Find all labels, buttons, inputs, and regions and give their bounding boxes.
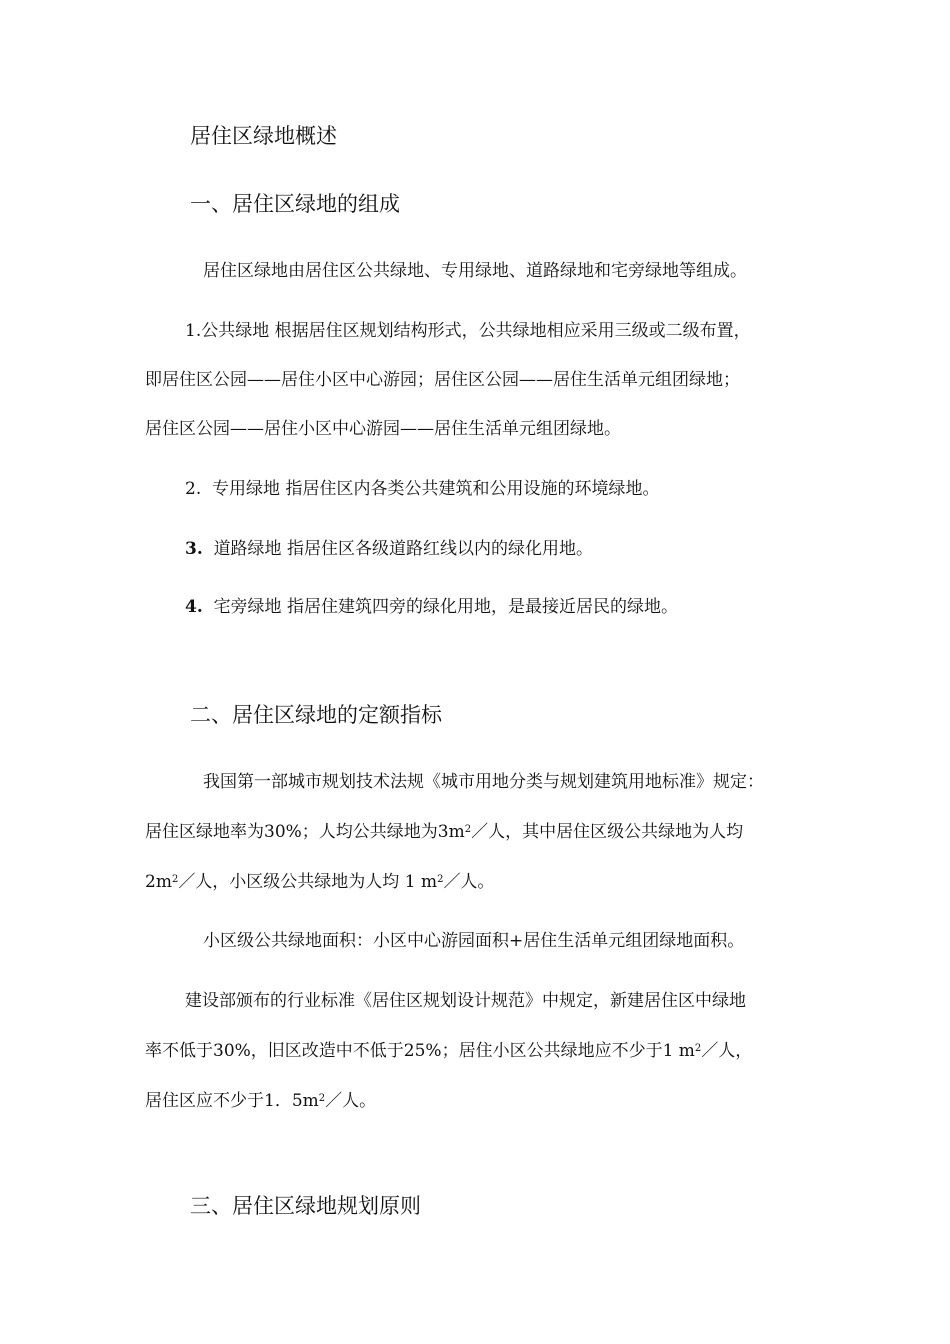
p3-line3-text-a: 居住区应不少于1．5m bbox=[145, 1091, 319, 1111]
section-2-p2: 小区级公共绿地面积：小区中心游园面积+居住生活单元组团绿地面积。 bbox=[203, 931, 745, 951]
p1-line3-text-d: ／人。 bbox=[443, 872, 495, 892]
item-4-number: 4. bbox=[185, 597, 203, 617]
section-2-p1-line-3 bbox=[145, 874, 494, 891]
section-2-p1-line-2 bbox=[145, 824, 743, 841]
item-4-text: 宅旁绿地 指居住建筑四旁的绿化用地，是最接近居民的绿地。 bbox=[213, 597, 678, 617]
superscript-2: 2 bbox=[318, 1093, 326, 1104]
superscript-2: 2 bbox=[437, 874, 444, 885]
p3-line2-text-c: ／人， bbox=[701, 1041, 753, 1061]
p3-line2-text-b: 1 m bbox=[662, 1041, 695, 1061]
p1-line2-text-b: ／人，其中居住区级公共绿地为人均 bbox=[471, 822, 744, 842]
item-1-line-2: 即居住区公园——居住小区中心游园；居住区公园——居住生活单元组团绿地； bbox=[145, 370, 740, 390]
section-2-p1-line-1: 我国第一部城市规划技术法规《城市用地分类与规划建筑用地标准》规定： bbox=[203, 772, 764, 792]
item-1-line-1 bbox=[185, 323, 751, 340]
item-2 bbox=[185, 481, 659, 498]
section-2-p3-line-1: 建设部颁布的行业标准《居住区规划设计规范》中规定，新建居住区中绿地 bbox=[185, 991, 746, 1011]
section-2-p3-line-3 bbox=[145, 1093, 376, 1110]
superscript-2: 2 bbox=[464, 824, 472, 835]
section-heading-2: 二、居住区绿地的定额指标 bbox=[190, 703, 442, 727]
p1-line3-text-c: 1 m bbox=[404, 872, 438, 892]
item-2-number: 2. bbox=[185, 479, 202, 499]
section-heading-3: 三、居住区绿地规划原则 bbox=[190, 1194, 421, 1218]
item-2-text: 专用绿地 指居住区内各类公共建筑和公用设施的环境绿地。 bbox=[212, 479, 660, 499]
item-1-line-3: 居住区公园——居住小区中心游园——居住生活单元组团绿地。 bbox=[145, 419, 621, 439]
p3-line2-text-a: 率不低于30%，旧区改造中不低于25%；居住小区公共绿地应不少于 bbox=[145, 1041, 663, 1061]
section-2-p3-line-2 bbox=[145, 1043, 752, 1060]
p1-line2-text-a: 居住区绿地率为30%；人均公共绿地为3m bbox=[145, 822, 465, 842]
superscript-2: 2 bbox=[694, 1043, 702, 1054]
p1-line3-text-b: ／人，小区级公共绿地为人均 bbox=[178, 872, 400, 892]
document-title: 居住区绿地概述 bbox=[190, 124, 337, 148]
p3-line3-text-b: ／人。 bbox=[325, 1091, 377, 1111]
item-4 bbox=[185, 599, 678, 616]
item-1-text-1: 公共绿地 根据居住区规划结构形式，公共绿地相应采用三级或二级布置， bbox=[201, 321, 751, 341]
section-heading-1: 一、居住区绿地的组成 bbox=[190, 192, 400, 216]
item-3-number: 3. bbox=[185, 539, 203, 559]
item-1-number: 1. bbox=[185, 321, 202, 341]
p1-line3-text-a: 2m bbox=[145, 872, 172, 892]
superscript-2: 2 bbox=[171, 874, 179, 885]
item-3-text: 道路绿地 指居住区各级道路红线以内的绿化用地。 bbox=[213, 539, 593, 559]
section-1-intro: 居住区绿地由居住区公共绿地、专用绿地、道路绿地和宅旁绿地等组成。 bbox=[203, 261, 747, 281]
item-3 bbox=[185, 541, 593, 558]
